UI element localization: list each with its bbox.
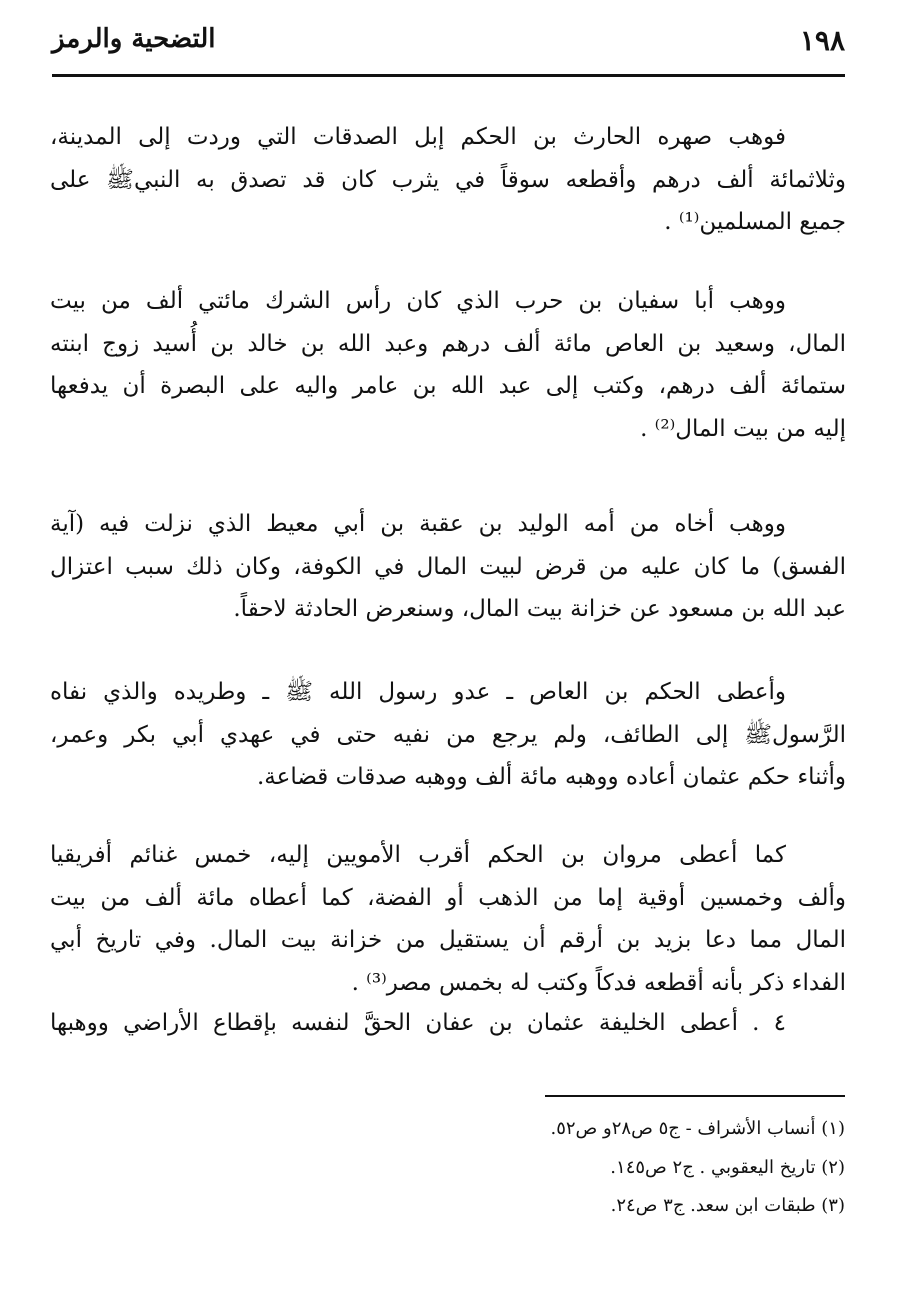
- text-line: فوهب صهره الحارث بن الحكم إبل الصدقات التي وردت إلى المدينة،: [50, 124, 786, 150]
- text-line: عبد الله بن مسعود عن خزانة بيت المال، وسنعرض الحادثة لاحقاً.: [233, 596, 846, 622]
- text-line: وألف وخمسين أوقية إما من الذهب أو الفضة، كما أعطاه مائة ألف من بيت: [50, 884, 846, 911]
- text-line: الفداء ذكر بأنه أقطعه فدكاً وكتب له بخمس مصر⁽³⁾ .: [351, 969, 846, 996]
- running-title: التضحية والرمز: [52, 24, 216, 54]
- page-number: ١٩٨: [799, 24, 845, 57]
- paragraph-5: [50, 834, 846, 1004]
- text-line: الفسق) ما كان عليه من قرض لبيت المال في الكوفة، وكان ذلك سبب اعتزال: [50, 553, 846, 580]
- text-line: وثلاثمائة ألف درهم وأقطعه سوقاً في يثرب كان قد تصدق به النبيﷺ على: [50, 166, 846, 193]
- text-line: ٤ . أعطى الخليفة عثمان بن عفان الحقَّ لنفسه بإقطاع الأراضي ووهبها: [50, 1010, 786, 1036]
- footnote-1: (١) أنساب الأشراف - ج٥ ص٢٨و ص٥٢.: [550, 1118, 845, 1139]
- paragraph-2: [50, 280, 846, 450]
- text-line: إليه من بيت المال⁽²⁾ .: [640, 415, 846, 442]
- text-line: وأثناء حكم عثمان أعاده ووهبه مائة ألف ووهبه صدقات قضاعة.: [256, 764, 846, 790]
- paragraph-4: [50, 671, 846, 799]
- paragraph-3: [50, 503, 846, 631]
- text-line: ووهب أبا سفيان بن حرب الذي كان رأس الشرك مائتي ألف من بيت: [50, 288, 786, 314]
- text-line: وأعطى الحكم بن العاص ـ عدو رسول الله ﷺ ـ وطريده والذي نفاه: [50, 679, 786, 705]
- paragraph-6: [50, 1002, 846, 1045]
- running-header: [52, 24, 845, 68]
- text-line: جميع المسلمين⁽¹⁾ .: [664, 209, 846, 235]
- footnote-2: (٢) تاريخ اليعقوبي . ج٢ ص١٤٥.: [610, 1157, 845, 1178]
- text-line: ووهب أخاه من أمه الوليد بن عقبة بن أبي معيط الذي نزلت فيه (آية: [50, 511, 786, 537]
- header-rule: [52, 74, 845, 77]
- footnote-rule: [545, 1095, 845, 1097]
- text-line: كما أعطى مروان بن الحكم أقرب الأمويين إليه، خمس غنائم أفريقيا: [50, 842, 786, 868]
- text-line: المال، وسعيد بن العاص مائة ألف درهم وعبد الله بن خالد بن أُسيد زوج ابنته: [50, 330, 846, 357]
- text-line: ستمائة ألف درهم، وكتب إلى عبد الله بن عامر واليه على البصرة أن يدفعها: [50, 373, 846, 399]
- paragraph-1: [50, 116, 846, 244]
- footnote-3: (٣) طبقات ابن سعد. ج٣ ص٢٤.: [610, 1195, 845, 1216]
- text-line: الرَّسولﷺ إلى الطائف، ولم يرجع من نفيه حتى في عهدي أبي بكر وعمر،: [50, 721, 846, 748]
- text-line: المال مما دعا بزيد بن أرقم أن يستقيل من خزانة بيت المال. وفي تاريخ أبي: [50, 927, 846, 953]
